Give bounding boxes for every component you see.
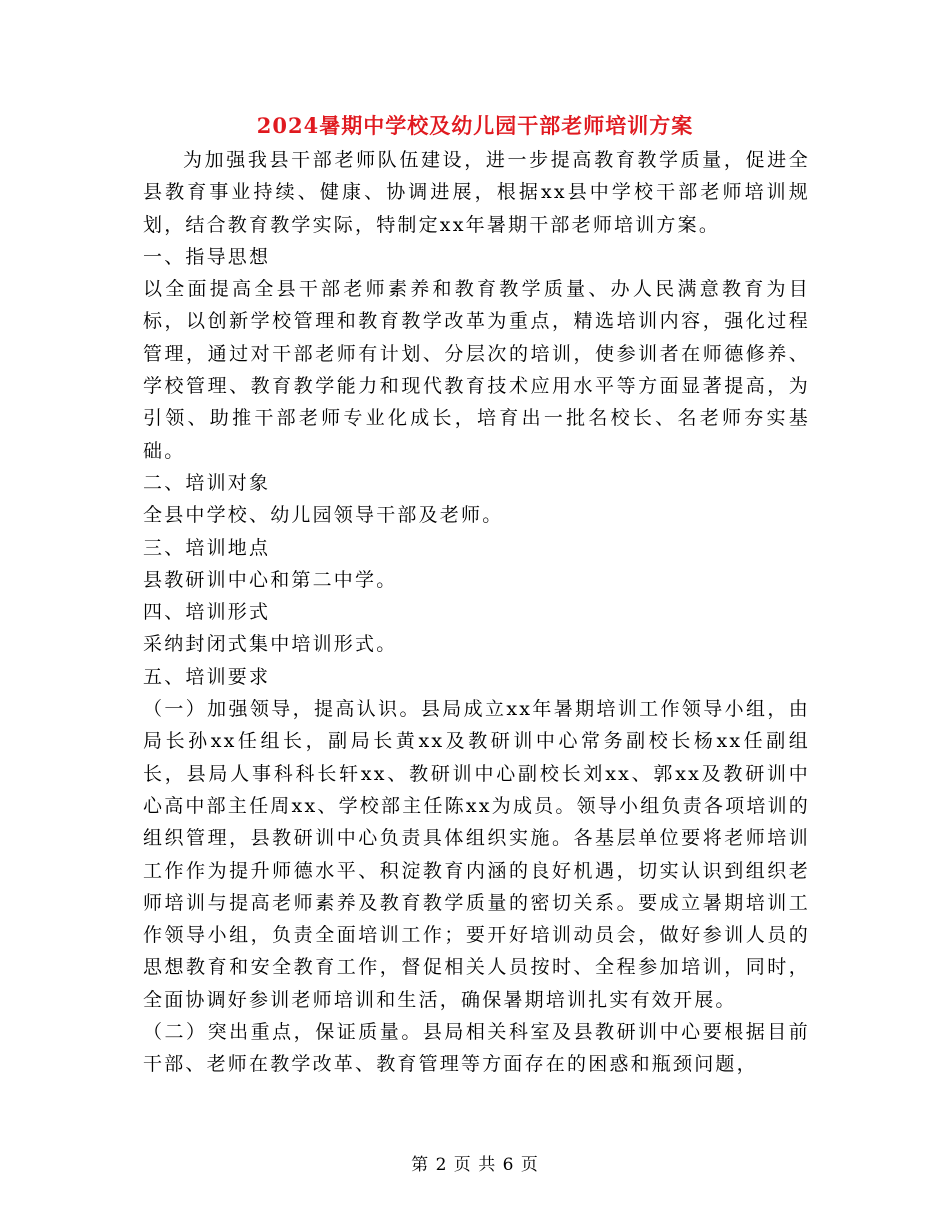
training-targets-paragraph: 全县中学校、幼儿园领导干部及老师。: [143, 504, 504, 527]
training-format-paragraph: 采纳封闭式集中培训形式。: [143, 633, 398, 656]
requirement-one-paragraph: （一）加强领导，提高认识。县局成立xx年暑期培训工作领导小组，由局长孙xx任组长，副局长黄xx及教研训中心常务副校长杨xx任副组长，县局人事科科长轩xx、教研训中心副校长刘xx、郭xx及教研训中心高中部主任周xx、学校部主任陈xx为成员。领导小组负责各项培训的组织管理，县教研训中心负责具体组织实施。各基层单位要将老师培训工作作为提升师德水平、积淀教育内涵的良好机遇，切实认识到组织老师培训与提高老师素养及教育教学质量的密切关系。要成立暑期培训工作领导小组，负责全面培训工作；要开好培训动员会，做好参训人员的思想教育和安全教育工作，督促相关人员按时、全程参加培训，同时，全面协调好参训老师培训和生活，确保暑期培训扎实有效开展。: [143, 698, 810, 1011]
intro-paragraph: 为加强我县干部老师队伍建设，进一步提高教育教学质量，促进全县教育事业持续、健康、协调进展，根据xx县中学校干部老师培训规划，结合教育教学实际，特制定xx年暑期干部老师培训方案。: [143, 149, 810, 236]
section-heading-training-location: 三、培训地点: [143, 536, 271, 559]
document-title: 2024暑期中学校及幼儿园干部老师培训方案: [256, 113, 694, 138]
page-number-footer: 第 2 页 共 6 页: [411, 1155, 539, 1175]
document-body: [143, 144, 810, 1081]
requirement-two-paragraph: （二）突出重点，保证质量。县局相关科室及县教研训中心要根据目前干部、老师在教学改革、教育管理等方面存在的困惑和瓶颈问题，: [143, 1021, 810, 1076]
section-heading-training-targets: 二、培训对象: [143, 471, 271, 494]
section-heading-training-requirements: 五、培训要求: [143, 665, 271, 688]
guiding-ideology-paragraph: 以全面提高全县干部老师素养和教育教学质量、办人民满意教育为目标，以创新学校管理和教育教学改革为重点，精选培训内容，强化过程管理，通过对干部老师有计划、分层次的培训，使参训者在师德修养、学校管理、教育教学能力和现代教育技术应用水平等方面显著提高，为引领、助推干部老师专业化成长，培育出一批名校长、名老师夯实基础。: [143, 278, 810, 462]
section-heading-guiding-ideology: 一、指导思想: [143, 245, 271, 268]
training-location-paragraph: 县教研训中心和第二中学。: [143, 568, 398, 591]
section-heading-training-format: 四、培训形式: [143, 601, 271, 624]
